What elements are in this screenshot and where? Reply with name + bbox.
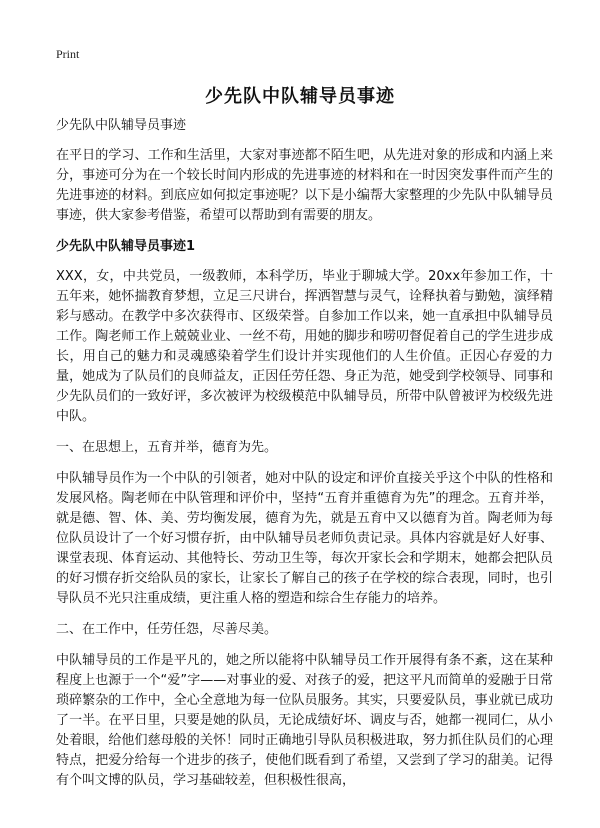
section-point-1: 一、在思想上，五育并举，德育为先。 [56,440,278,455]
article-body [56,116,553,802]
section-paragraph-3: 中队辅导员的工作是平凡的，她之所以能将中队辅导员工作开展得有条不紊，这在某种程度上也源于一个“爱”字——对事业的爱、对孩子的爱，把这平凡而简单的爱融于日常琐碎繁杂的工作中，全心全意地为每一位队员服务。其实，只要爱队员，事业就已成功了一半。在平日里，只要是她的队员，无论成绩好坏、调皮与否，她都一视同仁，从小处着眼，给他们慈母般的关怀！同时正确地引导队员积极进取，努力抓住队员们的心理特点，把爱分给每一个进步的孩子，使他们既看到了希望，又尝到了学习的甜美。记得有个叫文博的队员，学习基础较差，但积极性很高， [56,653,553,788]
section-heading: 少先队中队辅导员事迹1 [56,239,196,254]
section-paragraph-1: XXX，女，中共党员，一级教师，本科学历，毕业于聊城大学。20xx年参加工作，十五年来，她怀揣教育梦想，立足三尺讲台，挥洒智慧与灵气，诠释执着与勤勉，演绎精彩与感动。在教学中多次获得市、区级荣誉。自参加工作以来，她一直承担中队辅导员工作。陶老师工作上兢兢业业、一丝不苟，用她的脚步和唠叨督促着自己的学生进步成长，用自己的魅力和灵魂感染着学生们设计并实现他们的人生价值。正因心存爱的力量，她成为了队员们的良师益友，正因任劳任怨、身正为范，她受到学校领导、同事和少先队员们的一致好评，多次被评为校级模范中队辅导员，所带中队曾被评为校级先进中队。 [56,269,553,424]
section-point-2: 二、在工作中，任劳任怨，尽善尽美。 [56,622,278,637]
intro-paragraph: 在平日的学习、工作和生活里，大家对事迹都不陌生吧，从先进对象的形成和内涵上来分，事迹可分为在一个较长时间内形成的先进事迹的材料和在一时因突发事件而产生的先进事迹的材料。到底应如何拟定事迹呢？以下是小编帮大家整理的少先队中队辅导员事迹，供大家参考借鉴，希望可以帮助到有需要的朋友。 [56,148,553,223]
print-link[interactable]: Print [56,47,80,61]
article-subtitle: 少先队中队辅导员事迹 [56,118,187,133]
page-title: 少先队中队辅导员事迹 [205,86,395,107]
section-paragraph-2: 中队辅导员作为一个中队的引领者，她对中队的设定和评价直接关乎这个中队的性格和发展风格。陶老师在中队管理和评价中，坚持“五育并重德育为先”的理念。五育并举，就是德、智、体、美、劳均衡发展，德育为先，就是五育中又以德育为首。陶老师为每位队员设计了一个好习惯存折，由中队辅导员老师负责记录。具体内容就是好人好事、课堂表现、体育运动、其他特长、劳动卫生等，每次开家长会和学期末，她都会把队员的好习惯存折交给队员的家长，让家长了解自己的孩子在学校的综合表现，同时，也引导队员不光只注重成绩，更注重人格的塑造和综合生存能力的培养。 [56,471,553,606]
